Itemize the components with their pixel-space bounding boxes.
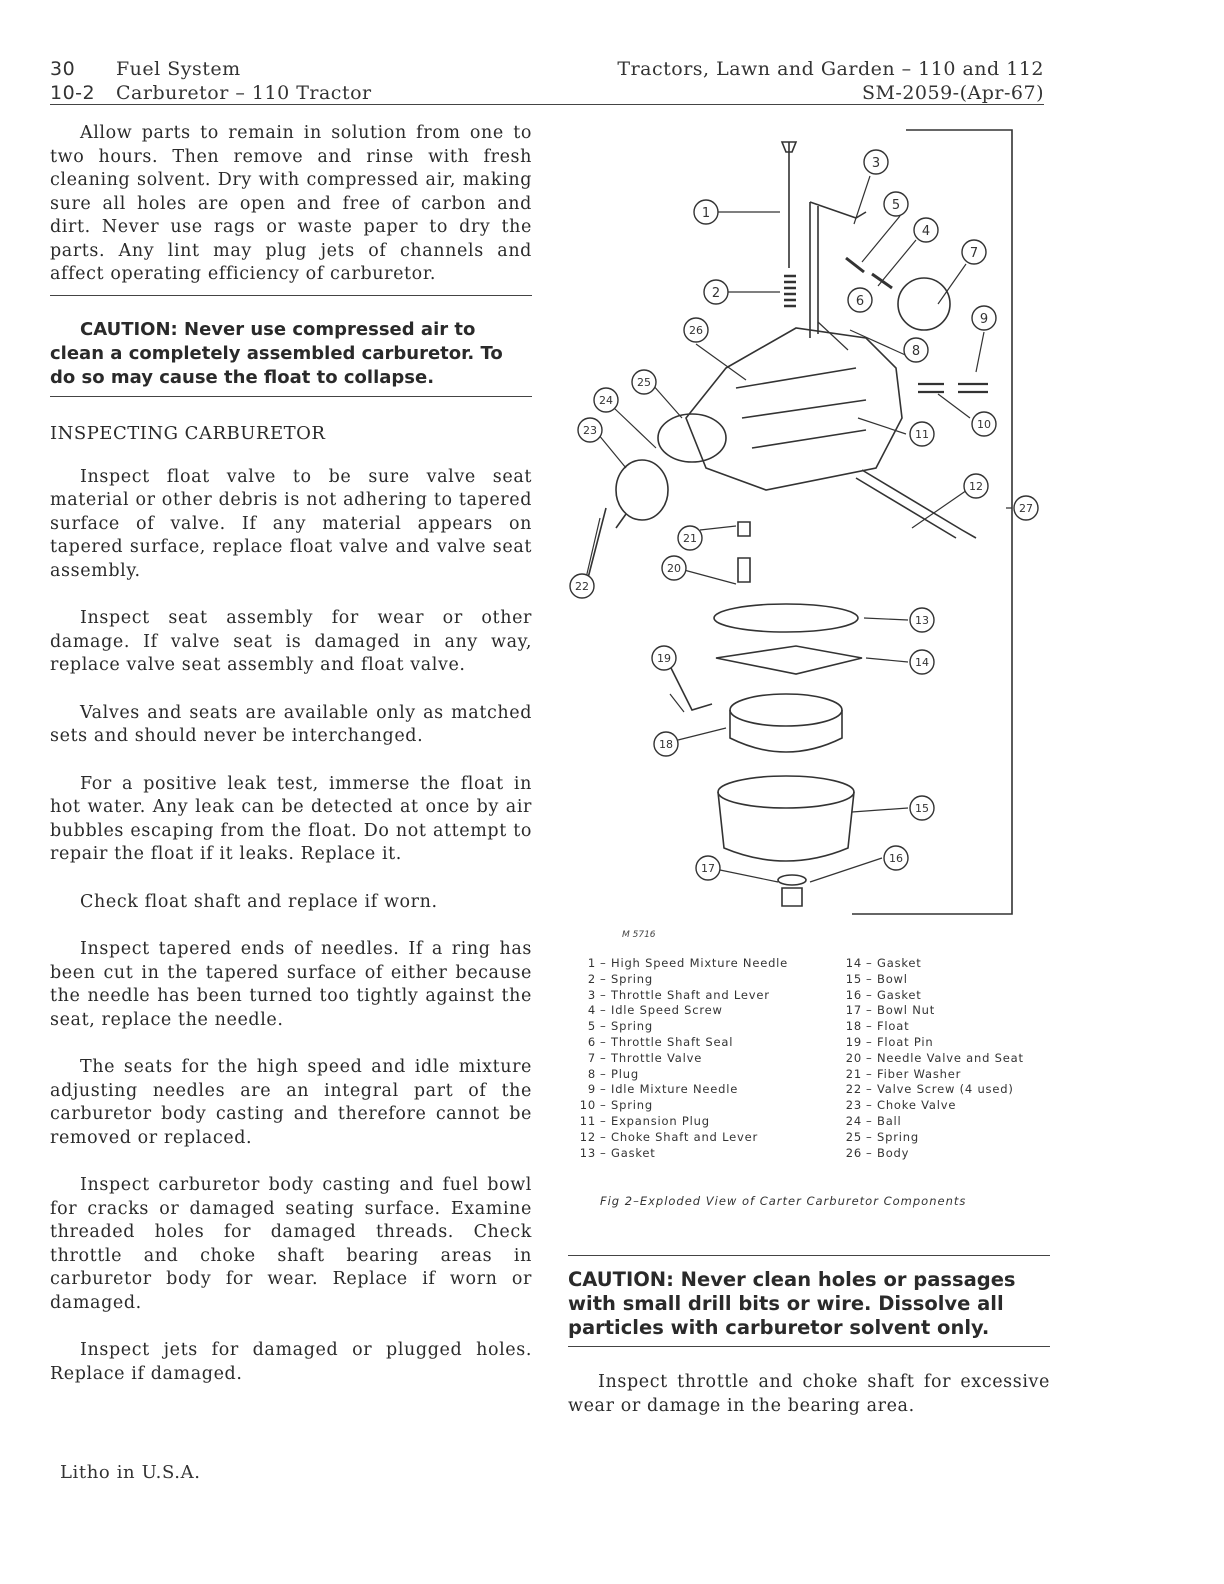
callout-21 <box>678 526 702 550</box>
figure-code: M 5716 <box>622 930 656 940</box>
assembly-bracket <box>852 130 1012 914</box>
legend-item: 19 – Float Pin <box>845 1034 934 1049</box>
callout-14 <box>910 650 934 674</box>
subsection-title: Carburetor – 110 Tractor <box>116 82 372 104</box>
paragraph-throttle-choke-shaft: Inspect throttle and choke shaft for excessive wear or damage in the bearing area. <box>568 1372 1050 1416</box>
legend-item: 2 – Spring <box>587 971 653 986</box>
float-pin-part <box>670 666 712 710</box>
svg-text:17: 17 <box>701 862 715 875</box>
callout-23 <box>578 418 602 442</box>
subsection-number: 10-2 <box>50 82 96 104</box>
callout-3 <box>864 150 888 174</box>
paragraph-needles: Inspect tapered ends of needles. If a ring has been cut in the tapered surface of either because the needle has been turned too tightly against the seat, replace the needle. <box>50 939 532 1030</box>
idle-needle-part <box>918 384 988 392</box>
gasket-14-part <box>716 646 862 674</box>
svg-text:15: 15 <box>915 802 929 815</box>
bowl-part <box>718 776 854 808</box>
paragraph-jets: Inspect jets for damaged or plugged holes. Replace if damaged. <box>50 1340 532 1384</box>
legend-item: 6 – Throttle Shaft Seal <box>587 1034 734 1049</box>
svg-text:14: 14 <box>915 656 929 669</box>
callout-20 <box>662 556 686 580</box>
section-title: Fuel System <box>116 58 241 80</box>
header-row-subsection <box>50 82 372 106</box>
svg-text:7: 7 <box>969 246 979 261</box>
gasket-16-part <box>778 875 806 885</box>
page-number: 30 <box>50 58 76 80</box>
callout-15 <box>910 796 934 820</box>
paragraph-seats: The seats for the high speed and idle mixture adjusting needles are an integral part of the carburetor body casting and therefore cannot be removed or replaced. <box>50 1057 532 1148</box>
svg-text:2: 2 <box>711 286 721 301</box>
legend-item: 5 – Spring <box>587 1019 653 1034</box>
svg-text:18: 18 <box>659 738 673 751</box>
svg-text:1: 1 <box>701 206 711 221</box>
legend-item: 14 – Gasket <box>845 956 922 970</box>
legend-item: 16 – Gasket <box>845 987 922 1002</box>
callout-16 <box>884 846 908 870</box>
right-caution-bottom-rule <box>568 1346 1050 1347</box>
callout-10 <box>972 412 996 436</box>
right-column <box>568 1255 1050 1418</box>
callout-7 <box>962 240 986 264</box>
callout-18 <box>654 732 678 756</box>
legend-item: 9 – Idle Mixture Needle <box>587 1082 739 1097</box>
caution-drill-bits: CAUTION: Never clean holes or passages with small drill bits or wire. Dissolve all particles with carburetor solvent only. <box>568 1268 1016 1339</box>
legend-item: 22 – Valve Screw (4 used) <box>845 1082 1014 1097</box>
body-flange <box>658 414 726 462</box>
legend-item: 7 – Throttle Valve <box>587 1050 703 1065</box>
callout-24 <box>594 388 618 412</box>
callout-9 <box>972 306 996 330</box>
header-row-section <box>50 58 372 82</box>
body-detail-lines <box>736 368 866 448</box>
callout-22 <box>570 574 594 598</box>
bowl-nut-part <box>782 888 802 906</box>
legend-item: 12 – Choke Shaft and Lever <box>579 1129 758 1144</box>
svg-text:13: 13 <box>915 614 929 627</box>
caution-divider <box>50 396 532 397</box>
legend-item: 17 – Bowl Nut <box>845 1003 935 1018</box>
svg-text:12: 12 <box>969 480 983 493</box>
svg-text:4: 4 <box>921 224 931 239</box>
gasket-13-part <box>714 604 858 632</box>
manual-title: Tractors, Lawn and Garden – 110 and 112 <box>617 58 1044 80</box>
svg-text:26: 26 <box>689 324 703 337</box>
svg-text:10: 10 <box>977 418 991 431</box>
callout-6 <box>848 288 872 312</box>
callout-4 <box>914 218 938 242</box>
left-column <box>50 122 532 1386</box>
intro-paragraph: Allow parts to remain in solution from one to two hours. Then remove and rinse with fresh cleaning solvent. Dry with compressed air, making sure all holes are open and free of carbon and dirt. Never use rags or waste paper to dry the parts. Any lint may plug jets of channels and affect operating efficiency of carburetor. <box>50 123 532 284</box>
legend-item: 8 – Plug <box>587 1066 639 1081</box>
svg-text:6: 6 <box>855 294 865 309</box>
svg-text:27: 27 <box>1019 502 1033 515</box>
paragraph-seat-assembly: Inspect seat assembly for wear or other damage. If valve seat is damaged in any way, replace valve seat assembly and float valve. <box>50 608 532 675</box>
svg-text:8: 8 <box>911 344 921 359</box>
paragraph-body-casting: Inspect carburetor body casting and fuel bowl for cracks or damaged seating surface. Examine threaded holes for damaged threads. Check throttle and choke shaft bearing areas in carburetor body for wear. Replace if worn or damaged. <box>50 1175 532 1313</box>
header-divider <box>50 104 1044 105</box>
legend-item: 4 – Idle Speed Screw <box>587 1003 723 1018</box>
throttle-valve-part <box>898 278 950 330</box>
callout-19 <box>652 646 676 670</box>
float-body <box>730 710 842 752</box>
legend-item: 15 – Bowl <box>845 971 908 986</box>
page-header-left <box>50 58 372 106</box>
svg-text:22: 22 <box>575 580 589 593</box>
callout-labels <box>570 150 1038 880</box>
svg-text:3: 3 <box>871 156 881 171</box>
callout-25 <box>632 370 656 394</box>
svg-text:11: 11 <box>915 428 929 441</box>
callout-26 <box>684 318 708 342</box>
callout-2 <box>704 280 728 304</box>
paragraph-matched-sets: Valves and seats are available only as matched sets and should never be interchanged. <box>50 702 532 746</box>
legend-item: 21 – Fiber Washer <box>845 1066 962 1081</box>
carburetor-body-part <box>686 328 902 490</box>
svg-text:20: 20 <box>667 562 681 575</box>
parts-legend-left <box>574 956 788 1161</box>
page-header-right <box>617 58 1044 106</box>
legend-item: 26 – Body <box>845 1145 910 1160</box>
throttle-shaft-part <box>810 202 866 338</box>
idle-screw-part <box>846 258 892 288</box>
svg-text:9: 9 <box>979 312 989 327</box>
legend-item: 10 – Spring <box>579 1098 653 1113</box>
legend-item: 1 – High Speed Mixture Needle <box>587 956 789 970</box>
callout-1 <box>694 200 718 224</box>
choke-valve-part <box>616 460 668 520</box>
parts-legend-right <box>840 956 1024 1161</box>
callout-27 <box>1014 496 1038 520</box>
svg-text:16: 16 <box>889 852 903 865</box>
svg-text:25: 25 <box>637 376 651 389</box>
callout-13 <box>910 608 934 632</box>
float-part <box>730 694 842 726</box>
callout-11 <box>910 422 934 446</box>
legend-item: 18 – Float <box>845 1019 910 1034</box>
legend-item: 23 – Choke Valve <box>845 1098 957 1113</box>
paragraph-float-valve: Inspect float valve to be sure valve seat material or other debris is not adhering to tapered surface of valve. If any material appears on tapered surface, replace float valve and valve seat assembly. <box>50 466 532 581</box>
section-heading: INSPECTING CARBURETOR <box>50 422 326 444</box>
right-caution-top-rule <box>568 1255 1050 1256</box>
choke-shaft-part <box>856 470 976 538</box>
svg-text:5: 5 <box>891 198 901 213</box>
callout-12 <box>964 474 988 498</box>
bowl-body <box>718 792 854 861</box>
caution-compressed-air: CAUTION: Never use compressed air to clean a completely assembled carburetor. To do so may cause the float to collapse. <box>50 318 503 388</box>
legend-item: 25 – Spring <box>845 1129 919 1144</box>
figure-caption: Fig 2–Exploded View of Carter Carburetor Components <box>600 1194 967 1208</box>
legend-item: 13 – Gasket <box>579 1145 656 1160</box>
legend-item: 11 – Expansion Plug <box>579 1113 710 1128</box>
svg-text:19: 19 <box>657 652 671 665</box>
callout-17 <box>696 856 720 880</box>
exploded-view-figure <box>566 118 1046 918</box>
needle-valve-part <box>738 522 750 582</box>
callout-5 <box>884 192 908 216</box>
svg-text:24: 24 <box>599 394 613 407</box>
svg-text:23: 23 <box>583 424 597 437</box>
intro-divider <box>50 295 532 296</box>
legend-item: 3 – Throttle Shaft and Lever <box>587 987 770 1002</box>
footer-litho: Litho in U.S.A. <box>60 1462 201 1483</box>
paragraph-leak-test: For a positive leak test, immerse the float in hot water. Any leak can be detected at once by air bubbles escaping from the float. Do not attempt to repair the float if it leaks. Replace it. <box>50 773 532 864</box>
spring-part <box>784 276 796 306</box>
callout-8 <box>904 338 928 362</box>
carburetor-drawing <box>566 118 1046 918</box>
legend-item: 20 – Needle Valve and Seat <box>845 1050 1024 1065</box>
svg-text:21: 21 <box>683 532 697 545</box>
paragraph-float-shaft: Check float shaft and replace if worn. <box>80 891 438 912</box>
high-speed-needle-part <box>782 142 796 268</box>
legend-item: 24 – Ball <box>845 1113 902 1128</box>
manual-code: SM-2059-(Apr-67) <box>861 82 1044 104</box>
